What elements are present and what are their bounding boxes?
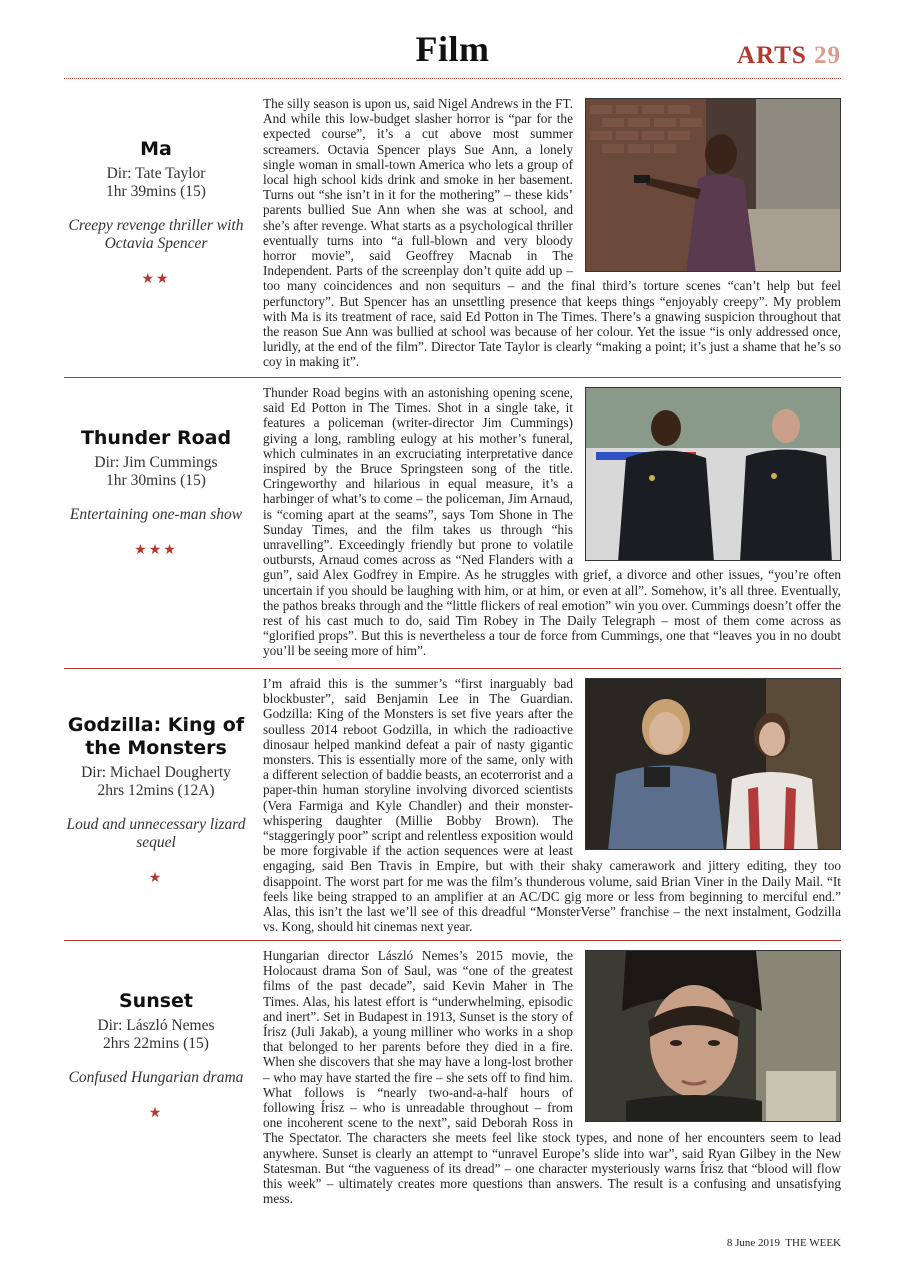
review-text: I’m afraid this is the summer’s “first inarguably bad blockbuster”, said Benjamin Lee in The Guardian. Godzilla: King of the Monsters is set five years after the soulless 2014 reboot Godzilla, in which the radioactive dinosaur helped mankind defeat a pair of nasty gigantic monsters. This is essentially more of the same, only with a different selection of baddie beasts, an ecoterrorist and a paper-thin human storyline involving divorced scientists (Vera Farmiga and Kyle Chandler) and their monster-whispering daughter (Millie Bobby Brown). The “staggeringly poor” script and relentless exposition would be more forgivable if the action sequences were at least engaging, said Ben Travis in Empire, but with their shaky camerawork and jittery editing, they too disappoint. The worst part for me was the film’s thunderous volume, said Brian Viner in the Daily Mail. “It feels like being strapped to an amplifier at an AC/DC gig more or less from beginning to merciful end.” Alas, this isn’t the last we’ll see of this dreadful “MonsterVerse” franchise – the next instalment, Godzilla vs. Kong, should hit cinemas next year. [263,676,841,935]
film-title: Sunset [118,990,193,1012]
page-title: Film [415,29,490,69]
runtime: 1hr 39mins (15) [106,183,206,200]
review-text: Hungarian director László Nemes’s 2015 movie, the Holocaust drama Son of Saul, was “one of the greatest films of the past decade”, said Kevin Maher in The Times. Alas, his latest effort is “underwhelming, episodic and inert”. Set in Budapest in 1913, Sunset is the story of Írisz (Juli Jakab), a young milliner who works in a shop that belonged to her parents before they died in a fire. When she discovers that she may have a long-lost brother – who may have started the fire – she sets off to find him. What follows is “nearly two-and-a-half hours of following Írisz – who is unreadable throughout – from one incoherent scene to the next”, said Deborah Ross in The Spectator. The characters she meets feel like stock types, and none of her encounters seem to lead anywhere. Sunset is clearly an attempt to “unravel Europe’s slide into war”, said Ryan Gilbey in the New Statesman. But “the vagueness of its dread” – one character mysteriously warns Írisz that “blood will flow this week” – ultimately creates more questions than answers. The result is a confusing and unsatisfying mess. [263,948,841,1207]
star-rating: ★ [148,871,164,886]
still-godzilla-image [586,679,841,850]
film-title: Thunder Road [80,427,232,449]
tagline: Confused Hungarian drama [68,1069,244,1086]
review-thunder-road [64,385,841,669]
tagline: Creepy revenge thriller with Octavia Spencer [68,217,244,252]
tagline: Entertaining one-man show [69,506,243,523]
review-text: Thunder Road begins with an astonishing opening scene, said Ed Potton in The Times. Shot in a single take, it features a policeman (writer-director Jim Cummings) giving a long, rambling eulogy at his mother’s funeral, which culminates in an excruciating interpretative dance inspired by the Bruce Springsteen song of the title. Cringeworthy and hilarious in equal measure, it’s a harbinger of what’s to come – the policeman, Jim Arnaud, is “coming apart at the seams”, says Tom Shone in The Sunday Times, and the film takes us through “his unravelling”. Exceedingly friendly but prone to volatile outbursts, Arnaud comes across as “Ned Flanders with a gun”, said Alex Godfrey in Empire. As he struggles with grief, a divorce and other issues, “you’re often uncertain if you should be laughing with him, or at him, or even at all”. Somehow, it’s all three. Eventually, the pathos breaks through and the “little flickers of real emotion” win you over. Cummings doesn’t offer the rest of his cast much to do, said Tim Robey in The Daily Telegraph – most of them come across as “glorified props”. But this is nevertheless a tour de force from Cummings, one that “leaves you in no doubt you’ll be seeing more of him”. [263,385,841,659]
director: Dir: László Nemes [97,1017,215,1034]
film-still-ma [585,98,841,272]
review-body [263,96,841,370]
film-title: Ma [140,138,172,160]
review-sidebar [64,427,248,559]
review-body [263,676,841,934]
page-footer [727,1237,841,1249]
review-sidebar [64,138,248,288]
review-ma [64,96,841,378]
still-thunder-road-image [586,388,841,561]
footer-publication: THE WEEK [785,1237,841,1249]
film-title: Godzilla: King of the Monsters [67,714,245,759]
review-body [263,385,841,659]
review-body [263,948,841,1206]
star-rating: ★★★ [134,543,178,558]
page-number: 29 [814,42,841,69]
star-rating: ★★ [141,272,171,287]
still-sunset-image [586,951,841,1122]
section-name: ARTS [736,42,807,69]
review-sidebar [64,990,248,1122]
review-text: The silly season is upon us, said Nigel Andrews in the FT. And while this low-budget slasher horror is “par for the expected course”, it’s a cut above most summer screamers. Octavia Spencer plays Sue Ann, a lonely single woman in small-town America who lets a group of local high school kids drink and smoke in her basement. Turns out “she isn’t in it for the mothering” – these kids’ parents bullied Sue Ann when she was at school, and she’s after revenge. What starts as a psychological thriller eventually turns into “a full-blown and very bloody horror movie”, said Geoffrey Macnab in The Independent. Parts of the screenplay don’t quite add up – too many coincidences and non sequiturs – and the final third’s torture scenes “can’t help but feel perfunctory”. But Spencer has an unsettling presence that keeps things “enjoyably creepy”. My problem with Ma is its treatment of race, said Ed Potton in The Times. There’s a gnawing suspicion throughout that the reason Sue Ann was bullied at school was because of her colour. Yet the issue “is only addressed once, luridly, at the end of the film”. Director Tate Taylor is clearly “making a point; it’s just a shame that he’s so coy in making it”. [263,96,841,370]
tagline: Loud and unnecessary lizard sequel [66,816,246,851]
still-ma-image [586,99,841,272]
review-godzilla [64,676,841,941]
runtime: 2hrs 22mins (15) [103,1035,209,1052]
film-still-thunder-road [585,387,841,561]
director: Dir: Michael Dougherty [81,764,231,781]
runtime: 1hr 30mins (15) [106,472,206,489]
review-sunset [64,948,841,1218]
section-label [737,42,841,70]
review-sidebar [64,714,248,887]
header-rule [64,78,841,79]
film-still-sunset [585,950,841,1122]
runtime: 2hrs 12mins (12A) [97,782,215,799]
film-still-godzilla [585,678,841,850]
director: Dir: Tate Taylor [106,165,206,182]
star-rating: ★ [148,1106,164,1121]
director: Dir: Jim Cummings [94,454,218,471]
footer-date: 8 June 2019 [726,1237,780,1249]
